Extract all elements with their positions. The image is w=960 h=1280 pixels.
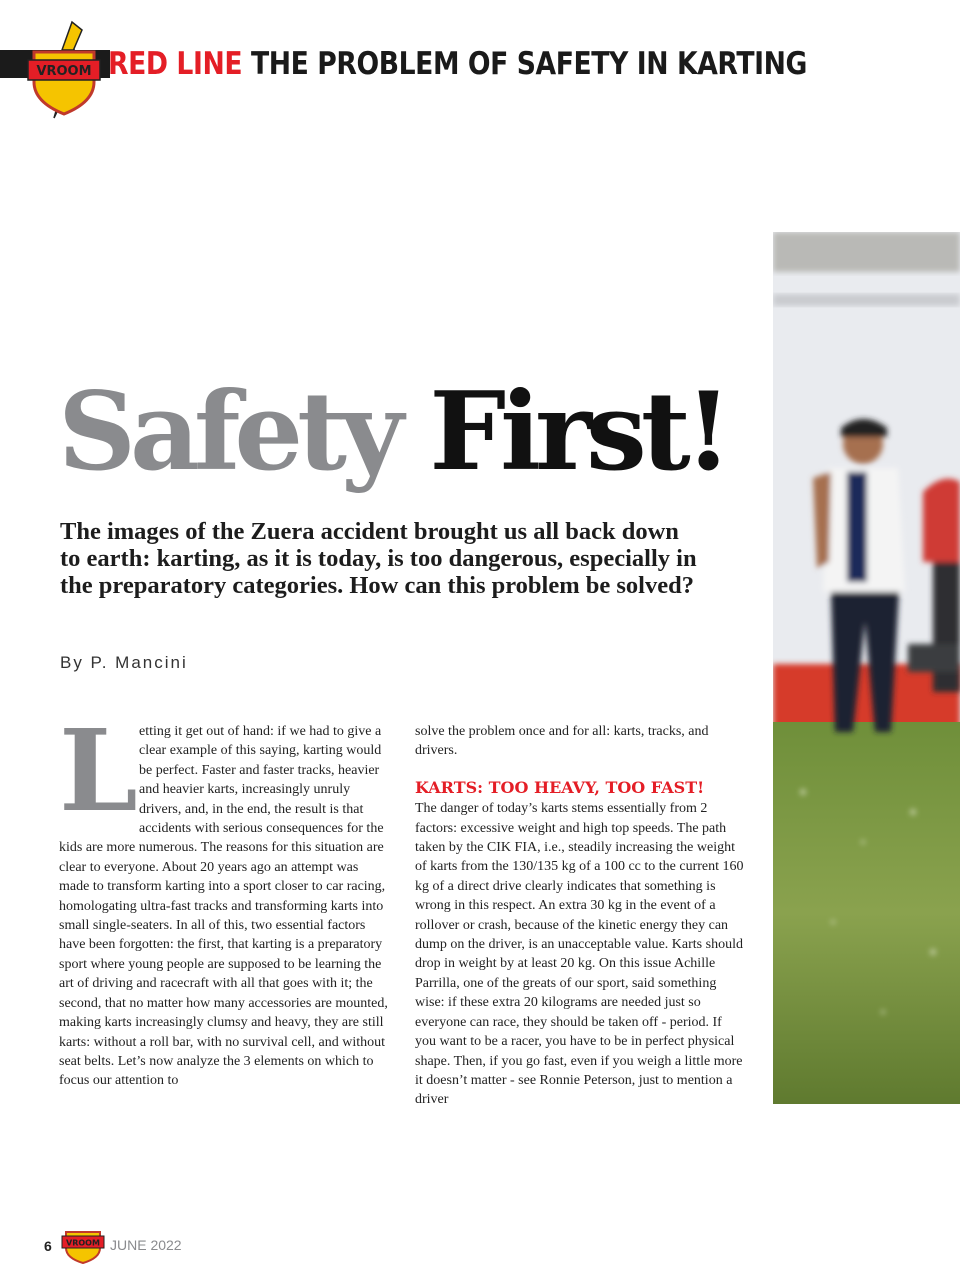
section-label: RED LINE — [108, 46, 243, 82]
article-headline — [58, 369, 727, 495]
page-number: 6 — [44, 1238, 52, 1254]
footer-logo — [60, 1228, 106, 1264]
article-column-1 — [59, 706, 389, 1091]
headline-part-1: Safety — [58, 369, 398, 495]
headline-part-2: First! — [429, 369, 727, 495]
article-subhead: The images of the Zuera accident brought us all back down to earth: karting, as it is today, is too dangerous, especially in the preparatory categories. How can this problem be solved? — [60, 518, 697, 599]
column-1-text: etting it get out of hand: if we had to give a clear example of this saying, karting would be perfect. Faster and faster tracks, heavier and heavier karts, increasingly unruly drivers, and, in the end, the result is that accidents with serious consequences for the kids are more numerous. The reasons for this situation are clear to everyone. About 20 years ago an attempt was made to transform karting into a sport closer to car racing, homologating ultra-fast tracks and transforming karts into small single-seaters. In all of this, two essential factors have been forgotten: the first, that karting is a preparatory sport where young people are supposed to be learning the art of driving and racecraft with all that goes with it; the second, that no matter how many accessories are mounted, making karts increasingly clumsy and heavy, they are still karts: without a roll bar, with no survival cell, and without seat belts. Let’s now analyze the 3 elements on which to focus our attention to — [59, 724, 388, 1089]
section-subtitle: KARTS: TOO HEAVY, TOO FAST! — [415, 777, 705, 797]
section-header — [108, 46, 807, 82]
footer-logo-text: VROOM — [66, 1238, 100, 1248]
karting-track-photo — [773, 232, 960, 1104]
column-2-intro: solve the problem once and for all: karts, tracks, and drivers. — [415, 724, 709, 759]
logo-text: VROOM — [36, 64, 92, 79]
article-column-2 — [415, 722, 745, 1110]
issue-date: JUNE 2022 — [110, 1237, 182, 1253]
section-title: THE PROBLEM OF SAFETY IN KARTING — [251, 46, 807, 82]
column-2-text: The danger of today’s karts stems essentially from 2 factors: excessive weight and high top speeds. The path taken by the CIK FIA, i.e., steadily increasing the weight of karts from the 130/135 kg of a 100 cc to the current 160 kg of a direct drive clearly indicates that something is wrong in this respect. An extra 30 kg in the event of a rollover or crash, because of the kinetic energy they can dump on the driver, is an unacceptable value. Karts should drop in weight by at least 20 kg. On this issue Achille Parrilla, one of the greats of our sport, said something wise: if these extra 20 kilograms are needed just so everyone can race, they should be taken off - period. If you want to be a racer, you have to be in perfect physical shape. Then, if you go fast, even if you weigh a little more it doesn’t matter - see Ronnie Peterson, just to mention a driver — [415, 801, 744, 1108]
drop-cap: L — [59, 706, 138, 837]
vroom-logo — [24, 20, 104, 120]
article-byline: By P. Mancini — [60, 653, 188, 672]
